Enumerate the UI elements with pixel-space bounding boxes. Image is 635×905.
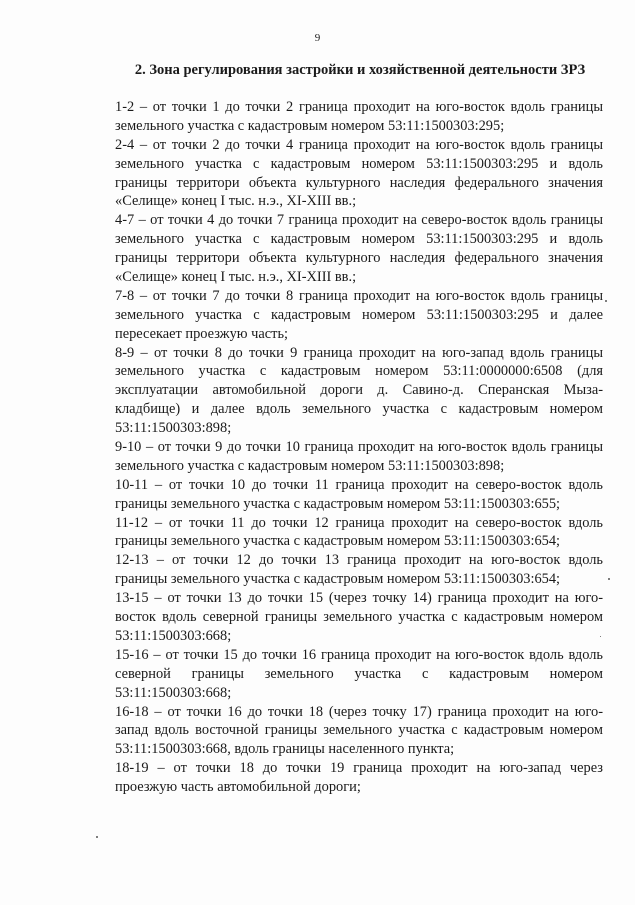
text-line: границы территори объекта культурного наследия федерального значения (115, 174, 603, 191)
text-line: 10-11 – от точки 10 до точки 11 граница проходит на северо-восток вдоль (115, 476, 603, 493)
text-line: границы земельного участка с кадастровым номером 53:11:1500303:654; (115, 533, 561, 550)
text-line: земельного участка с кадастровым номером 53:11:1500303:295 и вдоль (115, 155, 603, 172)
text-line: 53:11:1500303:668; (115, 627, 232, 644)
text-line: кладбище) и далее вдоль земельного участка с кадастровым номером (115, 401, 603, 418)
text-line: 7-8 – от точки 7 до точки 8 граница проходит на юго-восток вдоль границы (115, 287, 603, 304)
text-line: 9-10 – от точки 9 до точки 10 граница проходит на юго-восток вдоль границы (115, 439, 603, 456)
text-line: восток вдоль северной границы земельного участка с кадастровым номером (115, 609, 603, 626)
text-line: 15-16 – от точки 15 до точки 16 граница проходит на юго-восток вдоль вдоль (115, 646, 603, 663)
text-line: 53:11:1500303:898; (115, 420, 232, 437)
text-line: земельного участка с кадастровым номером 53:11:1500303:295; (115, 117, 505, 134)
text-line: 4-7 – от точки 4 до точки 7 граница проходит на северо-восток вдоль границы (115, 212, 603, 229)
text-line: «Селище» конец I тыс. н.э., XI-XIII вв.; (115, 193, 357, 210)
page-number: 9 (314, 32, 321, 44)
text-line: земельного участка с кадастровым номером 53:11:1500303:295 и вдоль (115, 231, 603, 248)
boundary-segment-paragraph (115, 703, 603, 760)
text-line: запад вдоль восточной границы земельного участка с кадастровым номером (115, 722, 603, 739)
text-line: 18-19 – от точки 18 до точки 19 граница проходит на юго-запад через (115, 760, 603, 777)
text-line: пересекает проезжую часть; (115, 325, 289, 342)
text-line: проезжую часть автомобильной дороги; (115, 779, 361, 796)
boundary-description (115, 98, 603, 797)
text-line: 16-18 – от точки 16 до точки 18 (через точку 17) граница проходит на юго- (115, 703, 603, 720)
boundary-segment-paragraph (115, 287, 603, 344)
text-line: «Селище» конец I тыс. н.э., XI-XIII вв.; (115, 269, 357, 286)
boundary-segment-paragraph (115, 514, 603, 552)
boundary-segment-paragraph (115, 98, 603, 136)
text-line: 12-13 – от точки 12 до точки 13 граница проходит на юго-восток вдоль (115, 552, 603, 569)
scan-speck (608, 578, 610, 580)
scan-speck (600, 636, 601, 637)
boundary-segment-paragraph (115, 211, 603, 287)
text-line: границы земельного участка с кадастровым номером 53:11:1500303:654; (115, 571, 561, 588)
text-line: земельного участка с кадастровым номером 53:11:0000000:6508 (для (115, 363, 603, 380)
text-line: 1-2 – от точки 1 до точки 2 граница проходит на юго-восток вдоль границы (115, 99, 603, 115)
boundary-segment-paragraph (115, 476, 603, 514)
text-line: 8-9 – от точки 8 до точки 9 граница проходит на юго-запад вдоль границы (115, 344, 603, 361)
boundary-segment-paragraph (115, 136, 603, 212)
scan-speck (96, 836, 98, 838)
boundary-segment-paragraph (115, 759, 603, 797)
text-line: 11-12 – от точки 11 до точки 12 граница проходит на северо-восток вдоль (115, 514, 603, 531)
text-line: 53:11:1500303:668, вдоль границы населенного пункта; (115, 741, 455, 758)
scan-speck (605, 300, 607, 302)
text-line: земельного участка с кадастровым номером 53:11:1500303:295 и далее (115, 306, 603, 323)
boundary-segment-paragraph (115, 646, 603, 703)
text-line: 2-4 – от точки 2 до точки 4 граница проходит на юго-восток вдоль границы (115, 136, 603, 153)
text-line: эксплуатации автомобильной дороги д. Савино-д. Сперанская Мыза- (115, 382, 603, 399)
text-line: 13-15 – от точки 13 до точки 15 (через точку 14) граница проходит на юго- (115, 590, 603, 607)
text-line: северной границы земельного участка с кадастровым номером (115, 665, 603, 682)
boundary-segment-paragraph (115, 438, 603, 476)
boundary-segment-paragraph (115, 551, 603, 589)
boundary-segment-paragraph (115, 589, 603, 646)
boundary-segment-paragraph (115, 344, 603, 438)
text-line: 53:11:1500303:668; (115, 684, 232, 701)
section-heading: 2. Зона регулирования застройки и хозяйственной деятельности ЗРЗ (134, 62, 586, 78)
text-line: границы земельного участка с кадастровым номером 53:11:1500303:655; (115, 495, 561, 512)
text-line: земельного участка с кадастровым номером 53:11:1500303:898; (115, 457, 505, 474)
text-line: границы территори объекта культурного наследия федерального значения (115, 250, 603, 267)
